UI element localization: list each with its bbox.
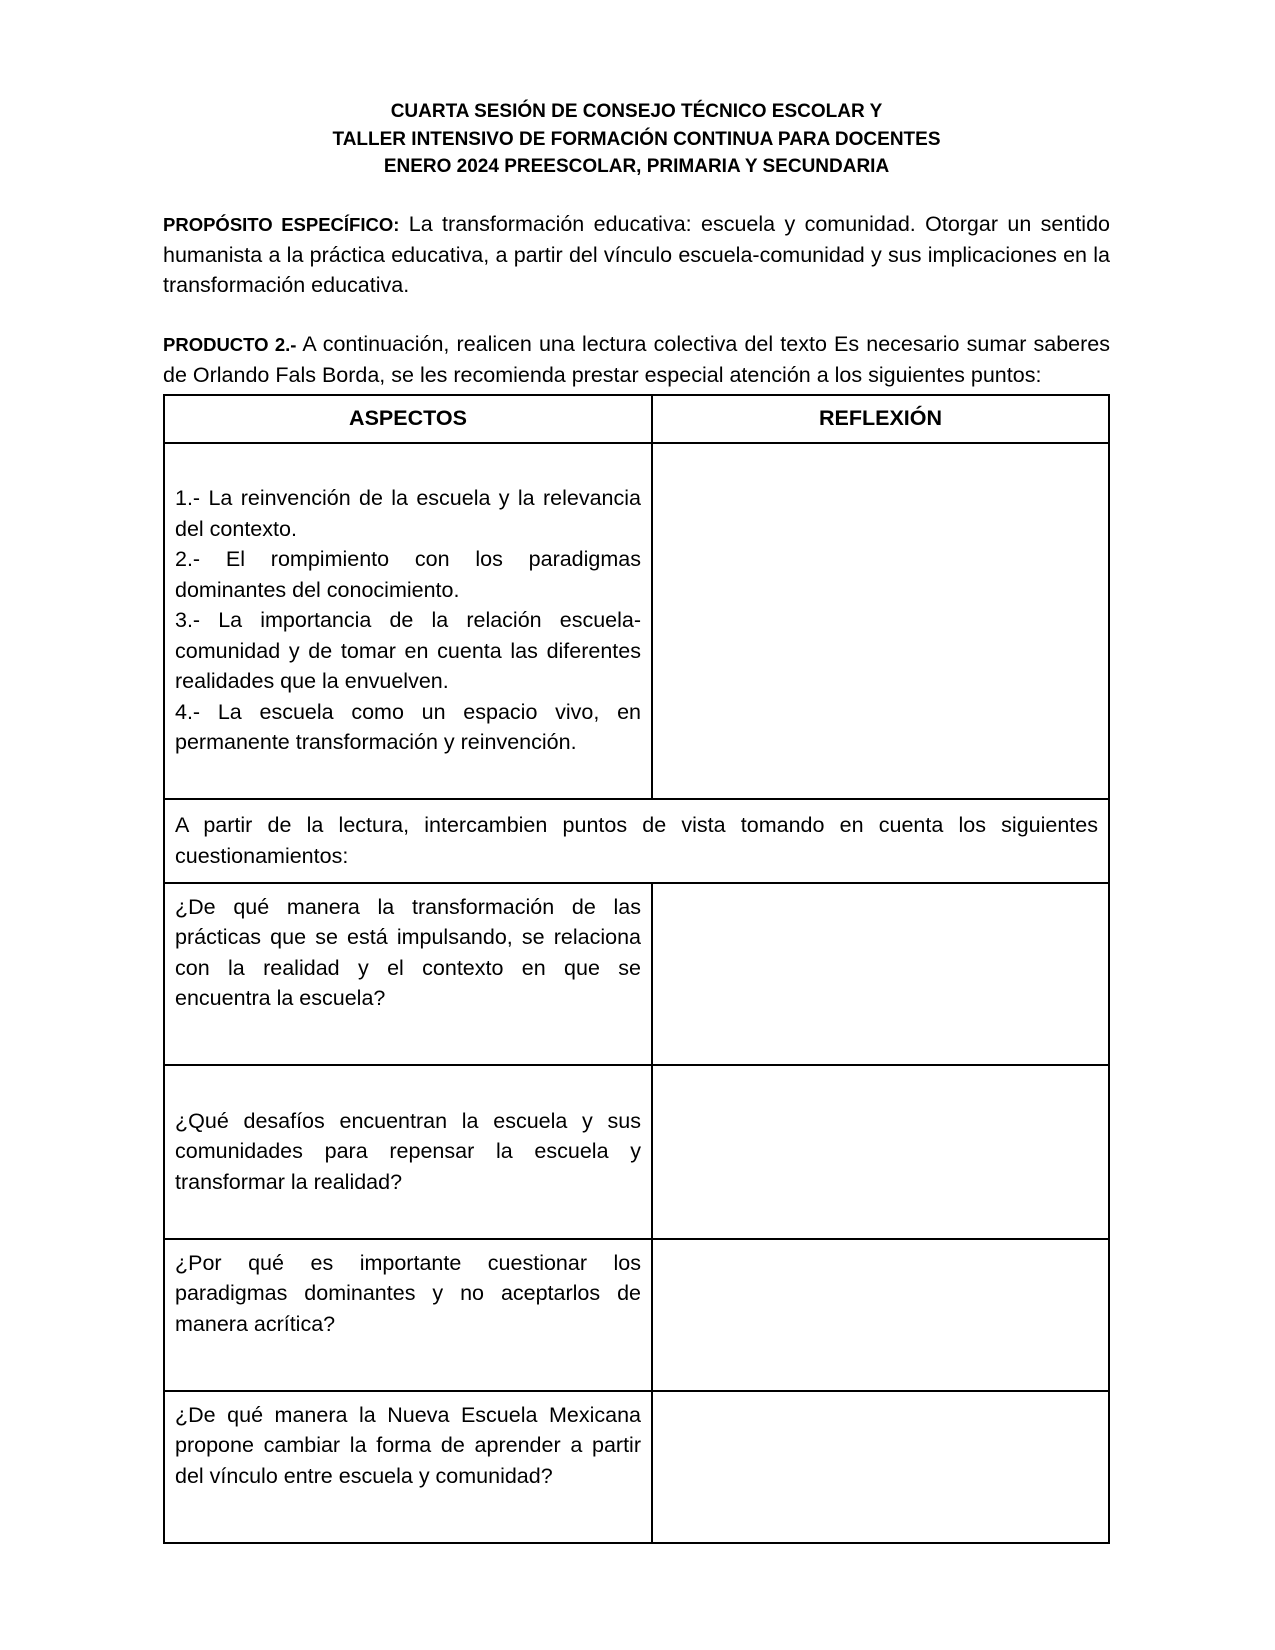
question-cell-3: ¿Por qué es importante cuestionar los paradigmas dominantes y no aceptarlos de manera acrítica? [164,1239,652,1391]
title-line-2: TALLER INTENSIVO DE FORMACIÓN CONTINUA PARA DOCENTES [332,128,941,150]
question-cell-1: ¿De qué manera la transformación de las prácticas que se está impulsando, se relaciona con la realidad y el contexto en que se encuentra la escuela? [164,883,652,1065]
header-aspectos: ASPECTOS [164,395,652,443]
question-cell-2: ¿Qué desafíos encuentran la escuela y sus comunidades para repensar la escuela y transformar la realidad? [164,1065,652,1239]
aspect-item-3: 3.- La importancia de la relación escuela-comunidad y de tomar en cuenta las diferentes realidades que la envuelven. [175,608,641,694]
answer-cell-3[interactable] [652,1239,1109,1391]
proposito-text: La transformación educativa: escuela y comunidad. Otorgar un sentido humanista a la práctica educativa, a partir del vínculo escuela-comunidad y sus implicaciones en la transformación educativa. [163,211,1110,297]
producto-label: PRODUCTO 2.- [163,333,297,355]
table-row [164,799,1109,883]
title-line-3: ENERO 2024 PREESCOLAR, PRIMARIA Y SECUNDARIA [383,156,890,177]
table-row [164,1239,1109,1391]
aspect-item-1: 1.- La reinvención de la escuela y la relevancia del contexto. [175,486,641,541]
answer-cell-2[interactable] [652,1065,1109,1239]
instruction-cell: A partir de la lectura, intercambien puntos de vista tomando en cuenta los siguientes cuestionamientos: [164,799,1109,883]
title-line-1: CUARTA SESIÓN DE CONSEJO TÉCNICO ESCOLAR Y [390,101,883,122]
answer-cell-4[interactable] [652,1391,1109,1543]
aspect-item-2: 2.- El rompimiento con los paradigmas dominantes del conocimiento. [175,547,641,602]
producto-paragraph [163,329,1110,390]
question-cell-4: ¿De qué manera la Nueva Escuela Mexicana propone cambiar la forma de aprender a partir del vínculo entre escuela y comunidad? [164,1391,652,1543]
document-page [163,98,1110,1544]
document-title [163,98,1110,181]
reflection-table [163,394,1110,1544]
producto-text: A continuación, realicen una lectura colectiva del texto Es necesario sumar saberes de Orlando Fals Borda, se les recomienda prestar especial atención a los siguientes puntos: [163,331,1111,387]
proposito-label: PROPÓSITO ESPECÍFICO: [163,213,400,235]
table-row [164,883,1109,1065]
aspects-cell [164,443,652,799]
table-row [164,443,1109,799]
table-row [164,1391,1109,1543]
proposito-paragraph [163,209,1110,300]
aspect-item-4: 4.- La escuela como un espacio vivo, en permanente transformación y reinvención. [175,699,641,755]
table-header-row [164,395,1109,443]
header-reflexion: REFLEXIÓN [652,395,1109,443]
table-row [164,1065,1109,1239]
answer-cell-1[interactable] [652,883,1109,1065]
reflection-answer-cell[interactable] [652,443,1109,799]
